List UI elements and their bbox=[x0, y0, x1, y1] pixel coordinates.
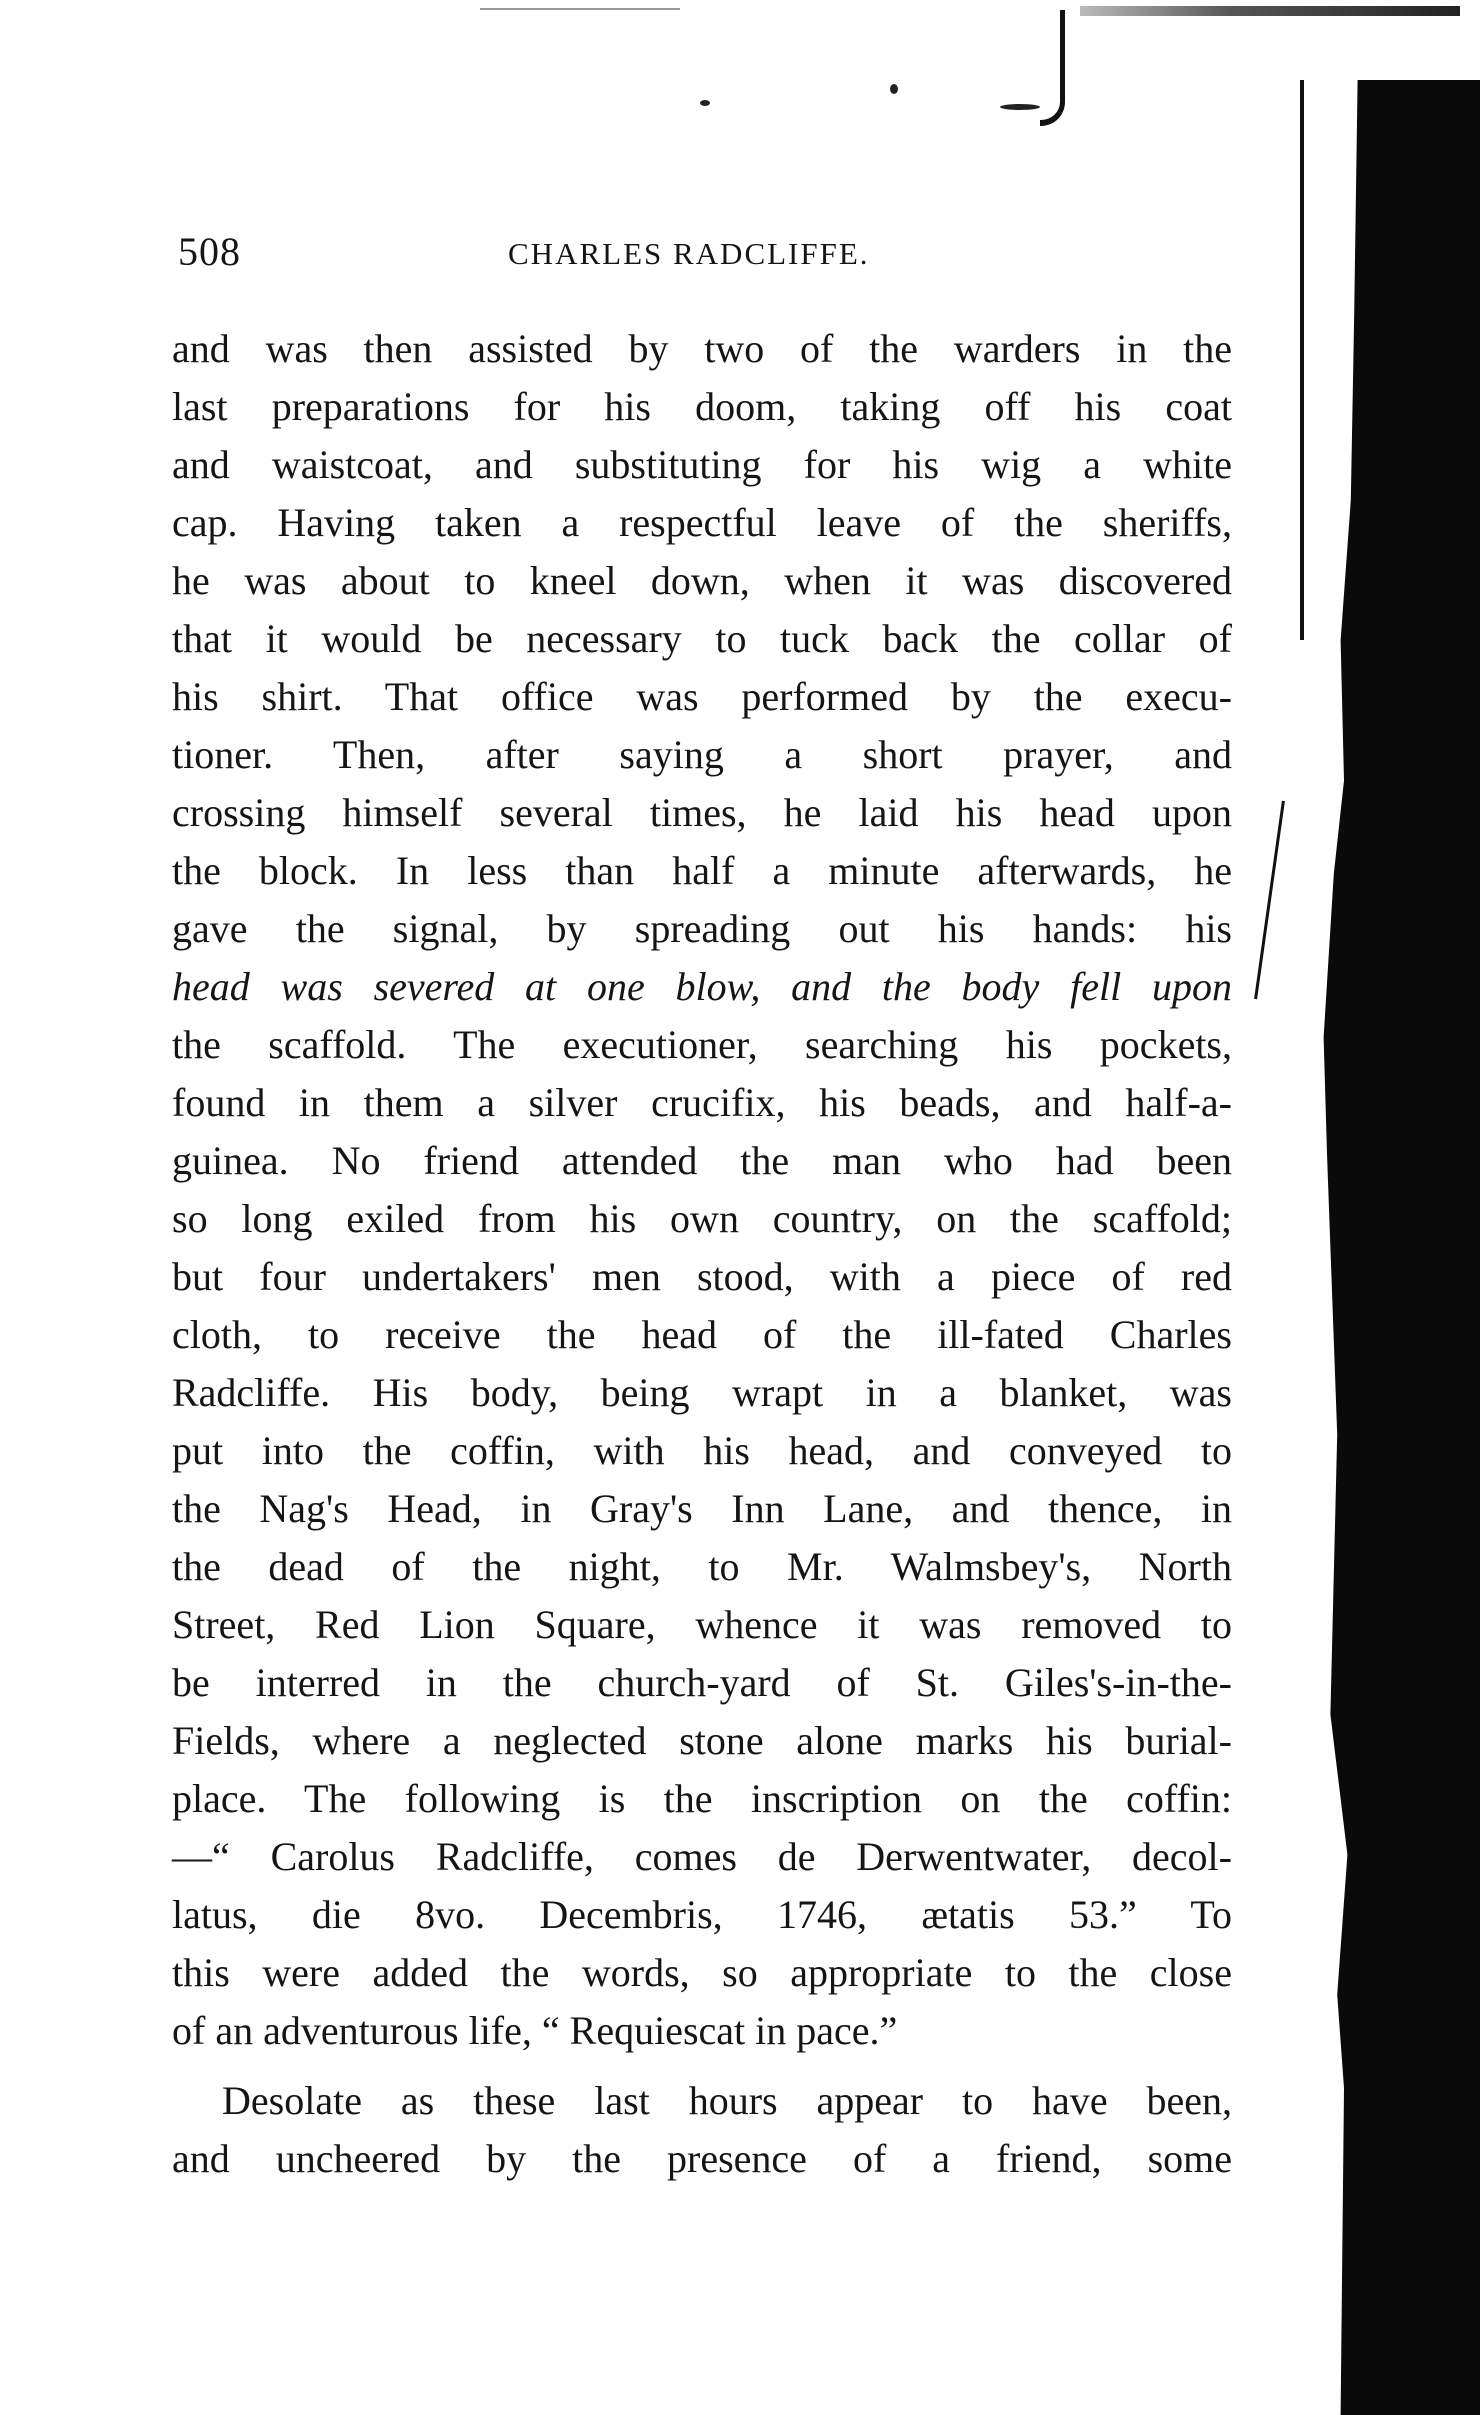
scan-artifact-rule bbox=[480, 8, 680, 10]
text-line: this were added the words, so appropriate to the close bbox=[172, 1950, 1232, 1995]
running-head: CHARLES RADCLIFFE. bbox=[508, 236, 870, 271]
text-line: Street, Red Lion Square, whence it was removed to bbox=[172, 1602, 1232, 1647]
scan-speck bbox=[1000, 104, 1040, 110]
text-line: —“ Carolus Radcliffe, comes de Derwentwater, decol- bbox=[172, 1834, 1232, 1879]
text-line: the block. In less than half a minute afterwards, he bbox=[172, 848, 1232, 893]
text-line: he was about to kneel down, when it was discovered bbox=[172, 558, 1232, 603]
text-line: latus, die 8vo. Decembris, 1746, ætatis 53.” To bbox=[172, 1892, 1232, 1937]
text-line: Radcliffe. His body, being wrapt in a blanket, was bbox=[172, 1370, 1232, 1415]
text-line: last preparations for his doom, taking off his coat bbox=[172, 384, 1232, 429]
text-line: the scaffold. The executioner, searching his pockets, bbox=[172, 1022, 1232, 1067]
text-line: gave the signal, by spreading out his hands: his bbox=[172, 906, 1232, 951]
text-line: put into the coffin, with his head, and conveyed to bbox=[172, 1428, 1232, 1473]
text-line: of an adventurous life, “ Requiescat in pace.” bbox=[172, 2008, 898, 2053]
page-number: 508 bbox=[178, 229, 241, 274]
text-line: and waistcoat, and substituting for his wig a white bbox=[172, 442, 1232, 487]
text-line: be interred in the church-yard of St. Giles's-in-the- bbox=[172, 1660, 1232, 1705]
scan-speck bbox=[890, 84, 898, 94]
binding-edge-line bbox=[1254, 801, 1285, 999]
paragraph-gap bbox=[172, 2060, 1232, 2072]
scan-artifact-edge bbox=[1080, 6, 1460, 16]
text-line: and uncheered by the presence of a friend, some bbox=[172, 2136, 1232, 2181]
text-line: guinea. No friend attended the man who had been bbox=[172, 1138, 1232, 1183]
text-line: cloth, to receive the head of the ill-fated Charles bbox=[172, 1312, 1232, 1357]
scan-speck bbox=[700, 100, 710, 106]
text-line: and was then assisted by two of the warders in the bbox=[172, 326, 1232, 371]
text-line: so long exiled from his own country, on the scaffold; bbox=[172, 1196, 1232, 1241]
page-header bbox=[178, 228, 1228, 288]
text-line: head was severed at one blow, and the body fell upon bbox=[172, 964, 1232, 1009]
binding-edge-line bbox=[1300, 80, 1304, 640]
text-line: that it would be necessary to tuck back the collar of bbox=[172, 616, 1232, 661]
text-line: Desolate as these last hours appear to have been, bbox=[222, 2078, 1232, 2123]
text-line: crossing himself several times, he laid his head upon bbox=[172, 790, 1232, 835]
text-line: his shirt. That office was performed by the execu- bbox=[172, 674, 1232, 719]
book-binding-shadow bbox=[1310, 80, 1480, 2415]
text-line: found in them a silver crucifix, his beads, and half-a- bbox=[172, 1080, 1232, 1125]
text-line: tioner. Then, after saying a short prayer, and bbox=[172, 732, 1232, 777]
scan-artifact-corner bbox=[1040, 10, 1065, 126]
text-line: the dead of the night, to Mr. Walmsbey's, North bbox=[172, 1544, 1232, 1589]
text-line: but four undertakers' men stood, with a piece of red bbox=[172, 1254, 1232, 1299]
text-line: cap. Having taken a respectful leave of the sheriffs, bbox=[172, 500, 1232, 545]
text-line: the Nag's Head, in Gray's Inn Lane, and thence, in bbox=[172, 1486, 1232, 1531]
text-line: Fields, where a neglected stone alone marks his burial- bbox=[172, 1718, 1232, 1763]
body-text bbox=[172, 320, 1232, 2188]
text-line: place. The following is the inscription on the coffin: bbox=[172, 1776, 1232, 1821]
